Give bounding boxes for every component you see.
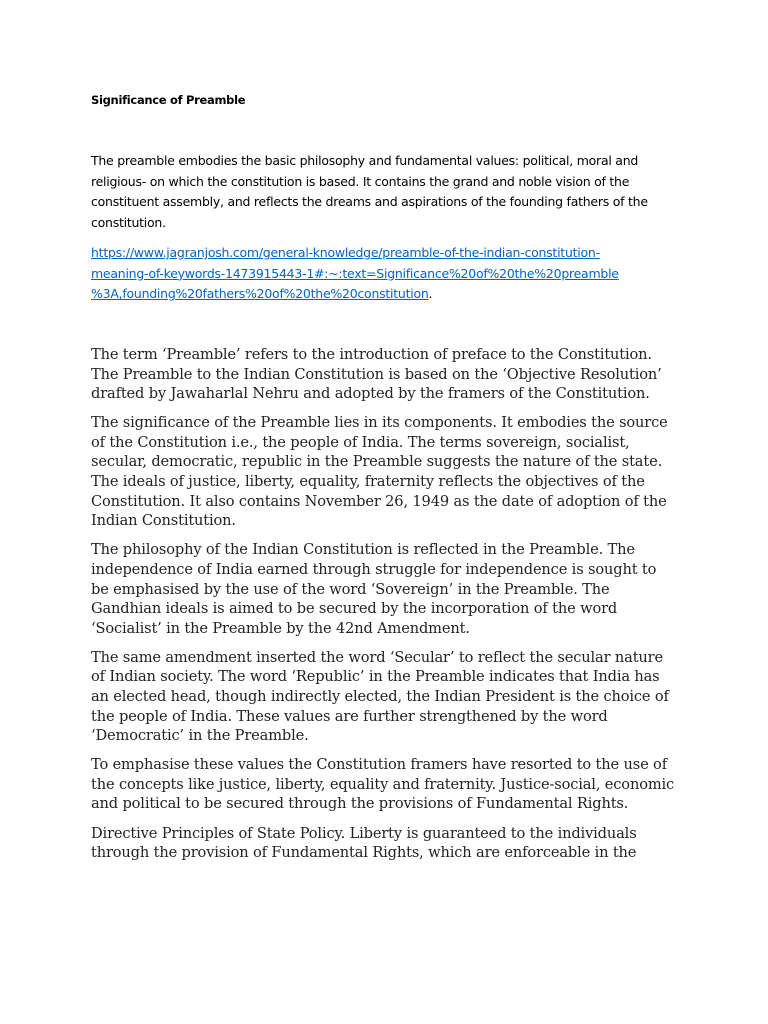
source-link-trailing-period: .	[428, 286, 433, 302]
source-link-block	[91, 243, 671, 305]
body-paragraph-5: To emphasise these values the Constitution framers have resorted to the use of the concepts like justice, liberty, equality and fraternity. Justice-social, economic and political to be secured through the provisions of Fundamental Rights.	[91, 756, 675, 813]
source-link[interactable]	[91, 245, 619, 301]
body-paragraph-4: The same amendment inserted the word ‘Secular’ to reflect the secular nature of Indian society. The word ‘Republic’ in the Preamble indicates that India has an elected head, though indirectly elected, the Indian President is the choice of the people of India. These values are further strengthened by the word ‘Democratic’ in the Preamble.	[91, 648, 669, 745]
source-link-line-2: meaning-of-keywords-1473915443-1#:~:text=Significance%20of%20the%20preamble	[91, 265, 619, 281]
body-paragraph-1: The term ‘Preamble’ refers to the introduction of preface to the Constitution. The Preamble to the Indian Constitution is based on the ‘Objective Resolution’ drafted by Jawaharlal Nehru and adopted by the framers of the Constitution.	[91, 346, 662, 403]
body-paragraph-3: The philosophy of the Indian Constitution is reflected in the Preamble. The independence of India earned through struggle for independence is sought to be emphasised by the use of the word ‘Sovereign’ in the Preamble. The Gandhian ideals is aimed to be secured by the incorporation of the word ‘Socialist’ in the Preamble by the 42nd Amendment.	[91, 541, 657, 637]
body-paragraph-6: Directive Principles of State Policy. Liberty is guaranteed to the individuals through the provision of Fundamental Rights, which are enforceable in the	[91, 824, 637, 862]
source-link-line-1: https://www.jagranjosh.com/general-knowledge/preamble-of-the-indian-constitution-	[91, 245, 600, 260]
body-text	[91, 345, 677, 872]
source-link-line-3: %3A,founding%20fathers%20of%20the%20constitution	[91, 286, 429, 302]
body-paragraph-2: The significance of the Preamble lies in its components. It embodies the source of the Constitution i.e., the people of India. The terms sovereign, socialist, secular, democratic, republic in the Preamble suggests the nature of the state. The ideals of justice, liberty, equality, fraternity reflects the objectives of the Constitution. It also contains November 26, 1949 as the date of adoption of the Indian Constitution.	[91, 414, 668, 530]
document-title: Significance of Preamble	[91, 93, 246, 107]
intro-paragraph: The preamble embodies the basic philosophy and fundamental values: political, moral and religious- on which the constitution is based. It contains the grand and noble vision of the constituent assembly, and reflects the dreams and aspirations of the founding fathers of the constitution.	[91, 153, 648, 231]
